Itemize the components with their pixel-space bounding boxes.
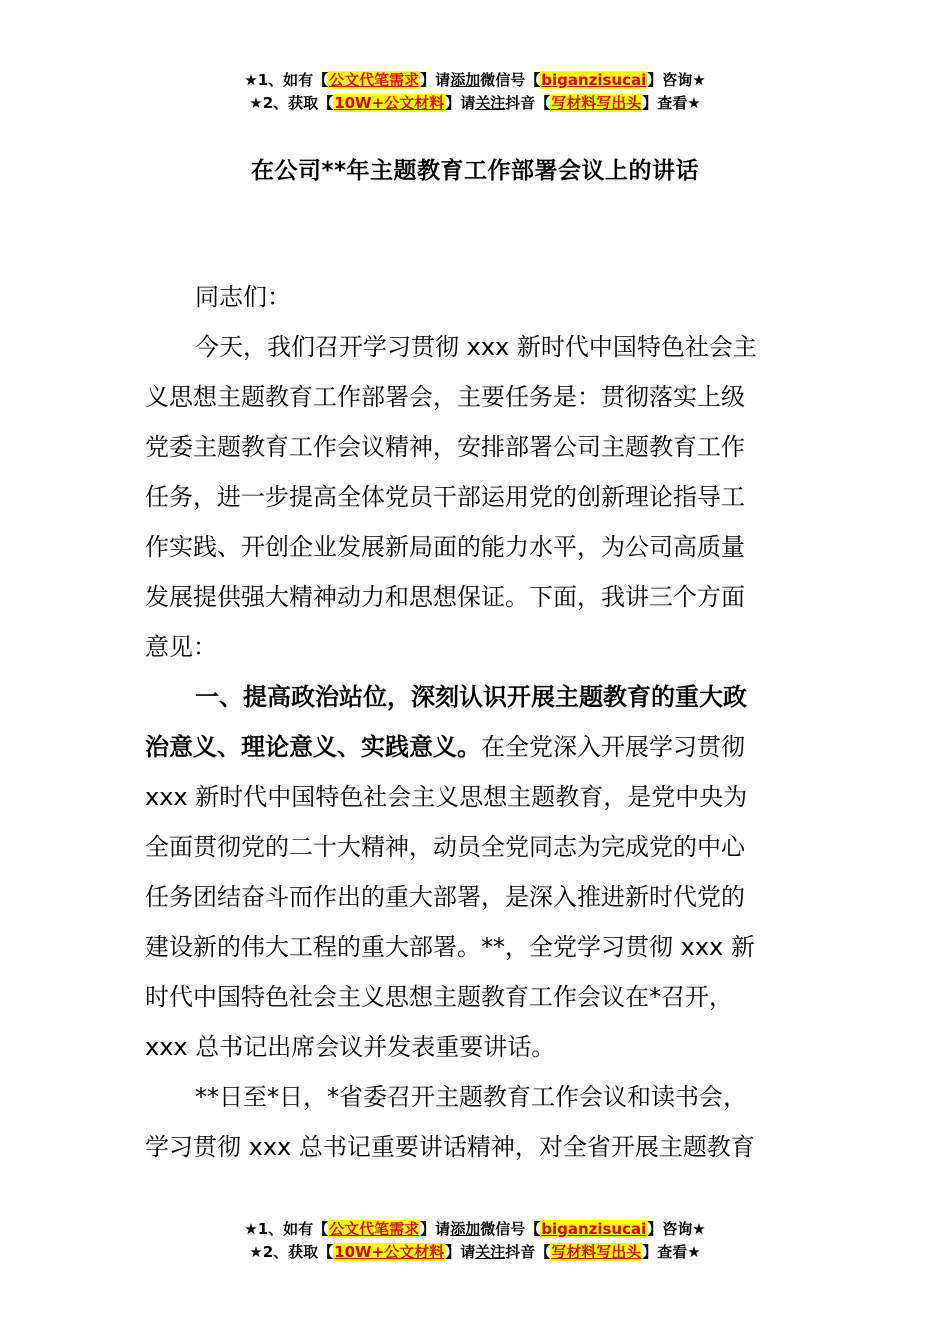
banner-text: 】请: [445, 94, 476, 112]
banner-highlight: 公文代笔需求: [329, 1220, 420, 1238]
banner-underlined: 添加: [450, 1220, 481, 1238]
banner-text: 】查看★: [642, 94, 701, 112]
banner-underlined: 关注: [475, 94, 506, 112]
banner-text: 抖音【: [505, 1243, 551, 1261]
body-line: 今天，我们召开学习贯彻 xxx 新时代中国特色社会主: [195, 333, 757, 361]
section-heading: 一、提高政治站位，深刻认识开展主题教育的重大政: [195, 683, 747, 711]
banner-highlight: 写材料写出头: [551, 94, 642, 112]
body-line: 时代中国特色社会主义思想主题教育工作会议在*召开，: [145, 983, 733, 1011]
banner-underlined: 关注: [475, 1243, 506, 1261]
banner-highlight: biganzisucai: [541, 71, 647, 89]
section-heading-line: [145, 722, 810, 772]
salutation: 同志们：: [195, 283, 291, 311]
header-banner: [0, 69, 950, 115]
banner-text: 】请: [420, 71, 451, 89]
body-line: xxx 总书记出席会议并发表重要讲话。: [145, 1033, 556, 1061]
body-line: 发展提供强大精神动力和思想保证。下面，我讲三个方面: [145, 583, 745, 611]
banner-text: 】请: [445, 1243, 476, 1261]
banner-line-1: [0, 1218, 950, 1241]
banner-text: 】咨询★: [647, 71, 706, 89]
banner-line-2: [0, 92, 950, 115]
body-line: 党委主题教育工作会议精神，安排部署公司主题教育工作: [145, 433, 745, 461]
banner-highlight: 写材料写出头: [551, 1243, 642, 1261]
banner-underlined: 添加: [450, 71, 481, 89]
body-line: 意见：: [145, 633, 217, 661]
body-line: **日至*日，*省委召开主题教育工作会议和读书会，: [195, 1083, 747, 1111]
banner-text: 】查看★: [642, 1243, 701, 1261]
banner-text: ★2、获取【: [249, 1243, 334, 1261]
body-line: 任务团结奋斗而作出的重大部署，是深入推进新时代党的: [145, 883, 745, 911]
banner-highlight: biganzisucai: [541, 1220, 647, 1238]
body-line: 建设新的伟大工程的重大部署。**，全党学习贯彻 xxx 新: [145, 933, 755, 961]
banner-text: ★1、如有【: [244, 1220, 329, 1238]
banner-highlight: 10W+公文材料: [334, 1243, 445, 1261]
banner-text: 】咨询★: [647, 1220, 706, 1238]
footer-banner: [0, 1218, 950, 1264]
body-line: xxx 新时代中国特色社会主义思想主题教育，是党中央为: [145, 783, 748, 811]
body-text-inline: 在全党深入开展学习贯彻: [481, 733, 745, 761]
banner-text: 微信号【: [480, 71, 541, 89]
section-heading-continued: 治意义、理论意义、实践意义。: [145, 733, 481, 761]
body-line: 任务，进一步提高全体党员干部运用党的创新理论指导工: [145, 483, 745, 511]
document-body: [145, 272, 810, 1172]
document-title: 在公司**年主题教育工作部署会议上的讲话: [250, 158, 700, 184]
banner-text: 抖音【: [505, 94, 551, 112]
banner-text: 】请: [420, 1220, 451, 1238]
banner-highlight: 10W+公文材料: [334, 94, 445, 112]
banner-text: ★2、获取【: [249, 94, 334, 112]
banner-line-2: [0, 1241, 950, 1264]
banner-highlight: 公文代笔需求: [329, 71, 420, 89]
body-line: 学习贯彻 xxx 总书记重要讲话精神，对全省开展主题教育: [145, 1133, 755, 1161]
body-line: 作实践、开创企业发展新局面的能力水平，为公司高质量: [145, 533, 745, 561]
banner-text: ★1、如有【: [244, 71, 329, 89]
body-line: 全面贯彻党的二十大精神，动员全党同志为完成党的中心: [145, 833, 745, 861]
banner-line-1: [0, 69, 950, 92]
body-line: 义思想主题教育工作部署会，主要任务是：贯彻落实上级: [145, 383, 745, 411]
banner-text: 微信号【: [480, 1220, 541, 1238]
